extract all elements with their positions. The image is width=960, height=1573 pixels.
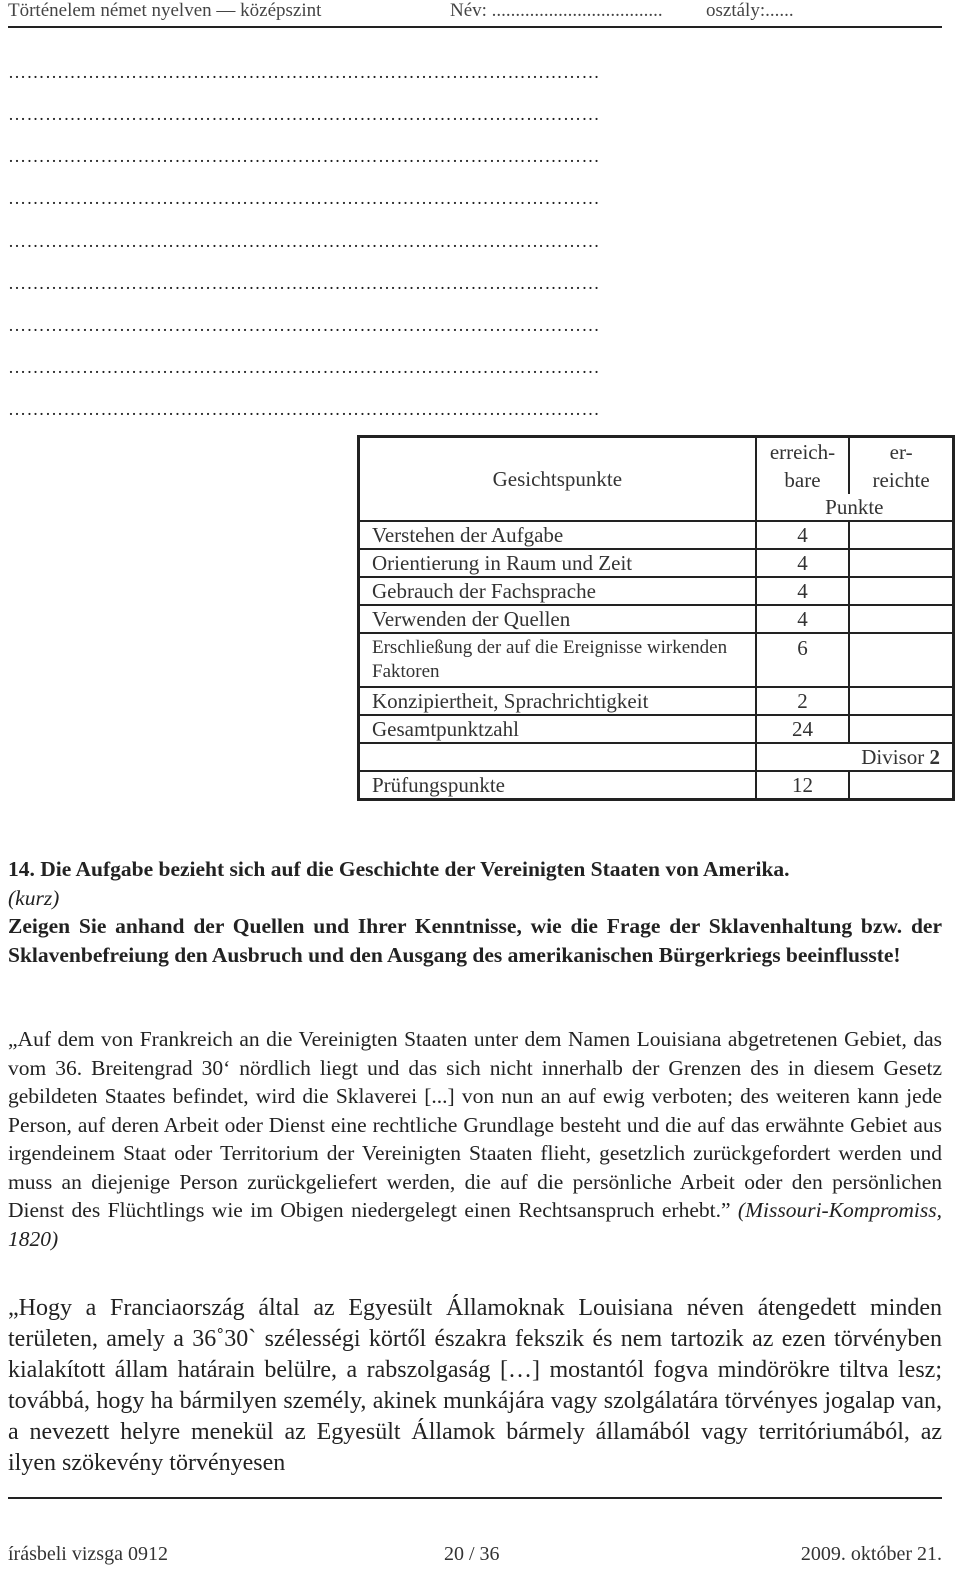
criterion-label: Orientierung in Raum und Zeit <box>359 549 756 577</box>
divisor-value: 2 <box>929 744 940 769</box>
page-footer <box>8 1497 942 1573</box>
task-block <box>8 855 942 969</box>
divisor-label: Divisor <box>861 744 925 769</box>
class-field: osztály:...... <box>706 0 794 21</box>
name-field: Név: .................................... <box>450 0 663 21</box>
source-quote-german <box>8 1025 942 1253</box>
task-instruction: Zeigen Sie anhand der Quellen und Ihrer Kenntnisse, wie die Frage der Sklavenhaltung bzw. der Sklavenbefreiung den Ausbruch und den Ausgang des amerikanischen Bürgerkriegs beeinflusste! <box>8 914 942 967</box>
page-number: 20 / 36 <box>444 1543 500 1565</box>
criterion-max: 4 <box>756 521 850 549</box>
answer-line: …………………………………………………………………………………… <box>8 231 600 251</box>
col-achieved-header: er-reichte <box>849 437 953 495</box>
criterion-label: Verwenden der Quellen <box>359 605 756 633</box>
quote-hu-text: „Hogy a Franciaország által az Egyesült Államoknak Louisiana néven átengedett minden területen, amely a 36˚30` szélességi körtől északra fekszik és nem tartozik az ezen törvényben kialakított állam határain belülre, a rabszolgaság […] mostantól fogva mindörökre tiltva lesz; továbbá, hogy ha bármilyen személy, akinek munkájára vagy szolgálatára törvényes jogalap van, a nevezett helyre menekül az Egyesült Államok bármely államából vagy territóriumából, az ilyen szökevény törvényesen <box>8 1295 942 1476</box>
source-quote-hungarian <box>8 1293 942 1479</box>
score-row <box>359 687 954 715</box>
total-row <box>359 715 954 743</box>
footer-date: 2009. október 21. <box>800 1543 942 1565</box>
criterion-label: Gebrauch der Fachsprache <box>359 577 756 605</box>
answer-line: …………………………………………………………………………………… <box>8 357 600 377</box>
quote-de-source: (Missouri-Kompromiss, 1820) <box>8 1198 942 1251</box>
answer-line: …………………………………………………………………………………… <box>8 146 600 166</box>
criterion-achieved-cell[interactable] <box>849 687 953 715</box>
col-points-header: Punkte <box>756 494 954 521</box>
criterion-max: 6 <box>756 633 850 687</box>
task-heading: 14. Die Aufgabe bezieht sich auf die Geschichte der Vereinigten Staaten von Amerika. <box>8 857 790 881</box>
score-table <box>357 435 955 801</box>
criterion-achieved-cell[interactable] <box>849 549 953 577</box>
criterion-achieved-cell[interactable] <box>849 577 953 605</box>
exam-points-max: 12 <box>756 771 850 800</box>
exam-title: Történelem német nyelven — középszint <box>8 0 322 21</box>
criterion-label: Verstehen der Aufgabe <box>359 521 756 549</box>
exam-points-achieved-cell[interactable] <box>849 771 953 800</box>
criterion-max: 4 <box>756 549 850 577</box>
col-criteria-header: Gesichtspunkte <box>359 437 756 522</box>
page-header <box>8 0 942 28</box>
score-row <box>359 577 954 605</box>
task-type: (kurz) <box>8 885 60 910</box>
criterion-achieved-cell[interactable] <box>849 521 953 549</box>
answer-line: …………………………………………………………………………………… <box>8 399 600 419</box>
score-row <box>359 549 954 577</box>
criterion-max: 4 <box>756 605 850 633</box>
criterion-label: Erschließung der auf die Ereignisse wirkenden Faktoren <box>359 633 756 687</box>
exam-points-label: Prüfungspunkte <box>359 771 756 800</box>
total-max: 24 <box>756 715 850 743</box>
criterion-max: 2 <box>756 687 850 715</box>
answer-line: …………………………………………………………………………………… <box>8 315 600 335</box>
answer-line: …………………………………………………………………………………… <box>8 104 600 124</box>
col-max-header: erreich-bare <box>756 437 850 495</box>
score-row <box>359 605 954 633</box>
exam-points-row <box>359 771 954 800</box>
quote-de-text: „Auf dem von Frankreich an die Vereinigten Staaten unter dem Namen Louisiana abgetretenen Gebiet, das vom 36. Breitengrad 30‘ nördlich liegt und das sich nicht innerhalb der Grenzen des in diesem Gesetz gebildeten Staates befindet, wird die Sklaverei [...] von nun an auf ewig verboten; des weiteren kann jede Person, auf deren Arbeit oder Dienst eine rechtliche Grundlage besteht und die auf das erwähnte Gebiet aus irgendeinem Staat oder Territorium der Vereinigten Staaten flieht, gesetzlich zurückgefordert werden und muss an diejenige Person zurückgeliefert werden, die auf die persönliche Arbeit oder den persönlichen Dienst des Flüchtlings wie im Obigen niedergelegt einen Rechtsanspruch erhebt.” <box>8 1027 942 1222</box>
criterion-achieved-cell[interactable] <box>849 605 953 633</box>
footer-exam-id: írásbeli vizsga 0912 <box>8 1543 168 1565</box>
criterion-label: Konzipiertheit, Sprachrichtigkeit <box>359 687 756 715</box>
answer-line: …………………………………………………………………………………… <box>8 273 600 293</box>
criterion-max: 4 <box>756 577 850 605</box>
answer-line: …………………………………………………………………………………… <box>8 62 600 82</box>
score-row <box>359 633 954 687</box>
total-label: Gesamtpunktzahl <box>359 715 756 743</box>
divisor-row <box>359 743 954 771</box>
answer-line: …………………………………………………………………………………… <box>8 188 600 208</box>
score-row <box>359 521 954 549</box>
total-achieved-cell[interactable] <box>849 715 953 743</box>
criterion-achieved-cell[interactable] <box>849 633 953 687</box>
divisor <box>756 743 954 771</box>
